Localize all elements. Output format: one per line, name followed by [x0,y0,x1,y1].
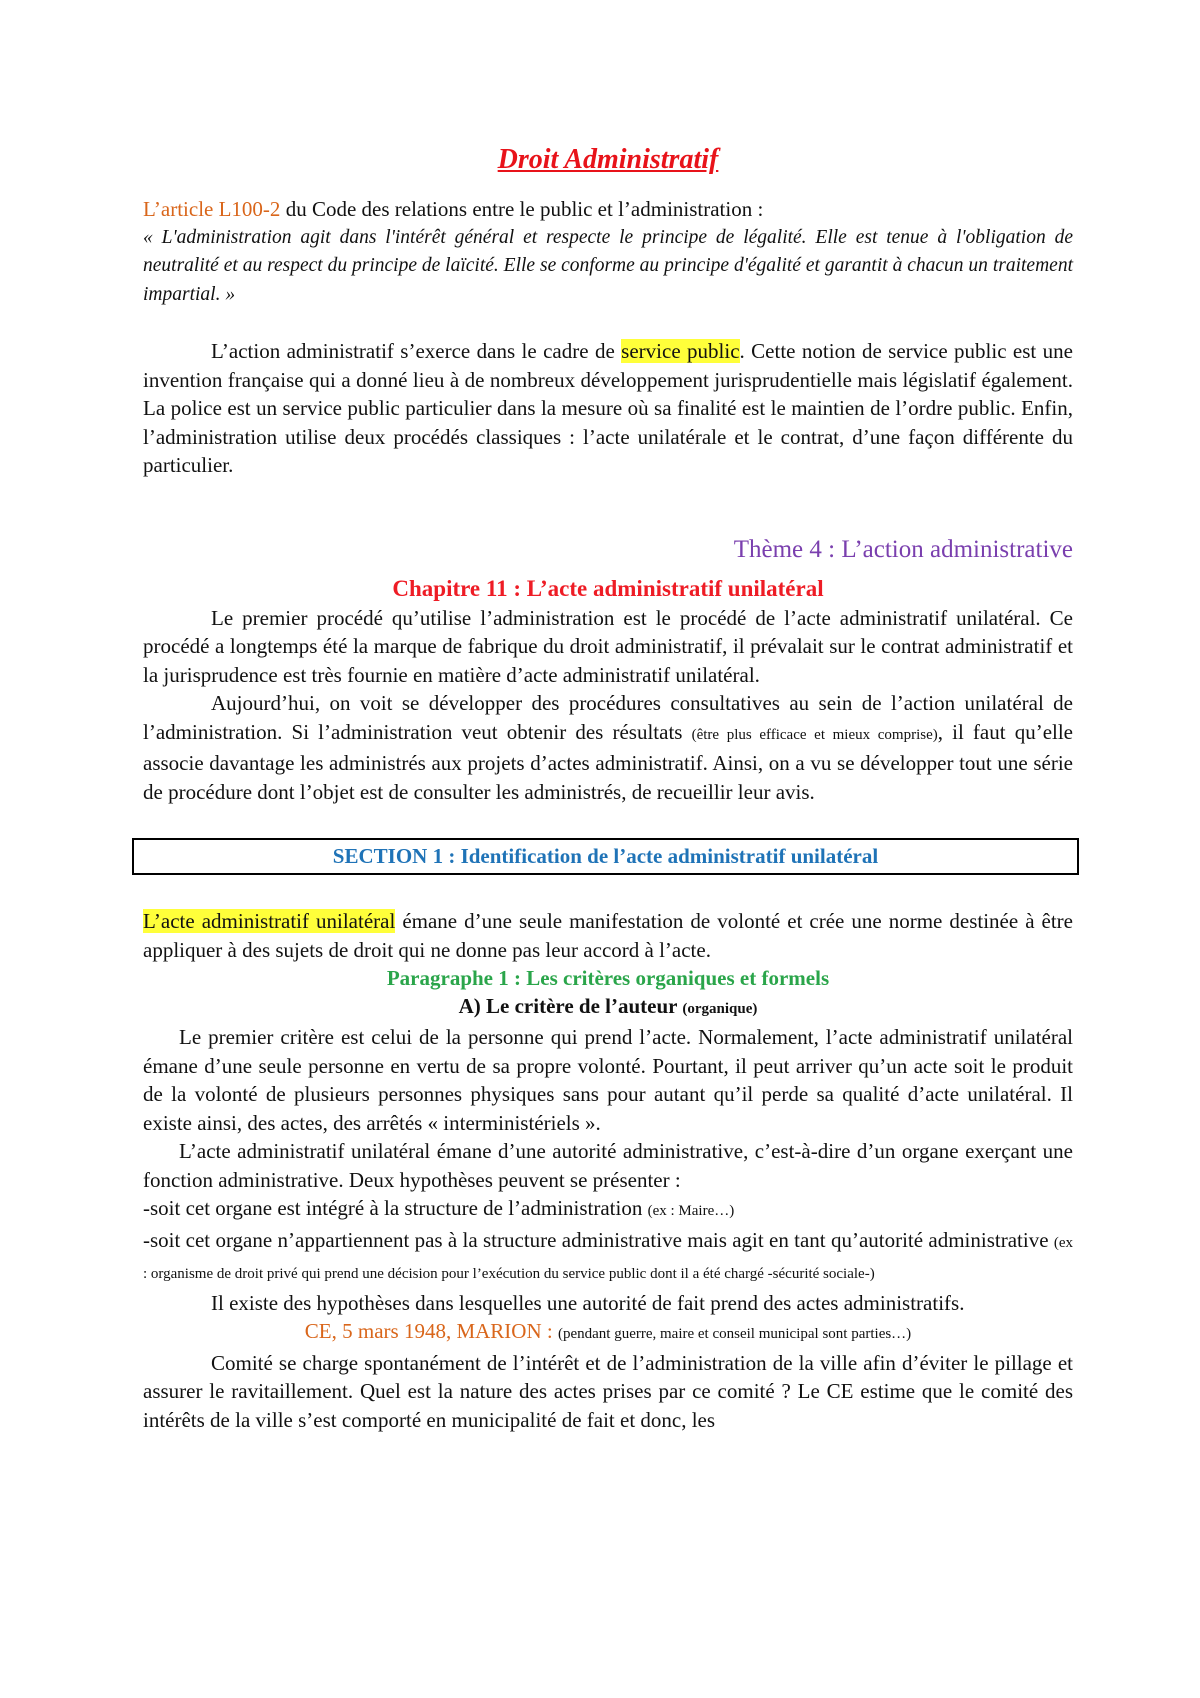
article-intro-text: du Code des relations entre le public et l’administration : [280,197,764,221]
paragraph-text: Aujourd’hui, on voit se développer des procédures consultatives au sein de l’action unilatéral de l’administration. Si l’administration veut obtenir des résultats [143,691,1073,744]
paragraph-premier-procede: Le premier procédé qu’utilise l’administration est le procédé de l’acte administratif unilatéral. Ce procédé a longtemps été la marque de fabrique du droit administratif, il prévalait sur le contrat administratif et la jurisprudence est très fournie en matière d’acte administratif unilatéral. [143,605,1073,687]
list-item [143,1194,1073,1226]
list-item-note: (ex : Maire…) [647,1203,735,1219]
subheading-note: (organique) [682,1001,758,1017]
theme-heading: Thème 4 : L’action administrative [733,535,1073,563]
paragraph-autorite-administrative: L’acte administratif unilatéral émane d’une autorité administrative, c’est-à-dire d’un organe exerçant une fonction administrative. Deux hypothèses peuvent se présenter : [143,1139,1073,1192]
case-note: (pendant guerre, maire et conseil municipal sont parties…) [557,1326,912,1342]
paragraph-text: émane d’une seule manifestation de volonté et crée une norme destinée à être appliquer à des sujets de droit qui ne donne pas leur accord à l’acte. [143,909,1073,962]
highlight-acte-unilateral: L’acte administratif unilatéral [143,909,396,933]
paragraph-premier-critere: Le premier critère est celui de la personne qui prend l’acte. Normalement, l’acte administratif unilatéral émane d’une seule personne en vertu de sa propre volonté. Pourtant, il peut arriver qu’un acte soit le produit de la volonté de plusieurs personnes physiques sans pour autant qu’il perde sa qualité d’acte unilatéral. Il existe ainsi, des actes, des arrêtés « interministériels ». [143,1025,1073,1135]
list-item [143,1226,1073,1289]
paragraph-service-public [143,337,1073,480]
paragraph-text: . Cette notion de service public est une invention française qui a donné lieu à de nombreux développement jurisprudentielle mais législatif également. La police est un service public particulier dans la mesure où sa finalité est le maintien de l’ordre public. Enfin, l’administration utilise deux procédés classiques : l’acte unilatérale et le contrat, d’une façon différente du particulier. [143,339,1073,477]
section-1-heading: SECTION 1 : Identification de l’acte administratif unilatéral [132,838,1079,875]
article-reference: L’article L100-2 [143,197,281,221]
subheading-a [143,992,1073,1023]
chapter-heading: Chapitre 11 : L’acte administratif unilatéral [392,575,824,601]
paragraph-autorite-de-fait: Il existe des hypothèses dans lesquelles une autorité de fait prend des actes administratifs. [211,1290,965,1315]
document-title: Droit Administratif [497,144,719,175]
paragraph-aujourdhui [143,689,1073,806]
list-item-text: -soit cet organe n’appartiennent pas à la structure administrative mais agit en tant qu’autorité administrative [143,1227,1054,1252]
list-item-text: -soit cet organe est intégré à la structure de l’administration [143,1196,648,1220]
article-intro [143,195,1073,224]
small-note: (être plus efficace et mieux comprise) [691,726,938,743]
paragraph-1-heading: Paragraphe 1 : Les critères organiques et formels [386,966,830,990]
article-quote: « L'administration agit dans l'intérêt général et respecte le principe de légalité. Elle est tenue à l'obligation de neutralité et au respect du principe de laïcité. Elle se conforme au principe d'égalité et garantit à chacun un traitement impartial. » [143,226,1073,305]
highlight-service-public: service public [621,339,740,363]
subheading-label: A) Le critère de l’auteur [458,994,683,1018]
paragraph-comite: Comité se charge spontanément de l’intérêt et de l’administration de la ville afin d’éviter le pillage et assurer le ravitaillement. Quel est la nature des actes prises par ce comité ? Le CE estime que le comité des intérêts de la ville s’est comporté en municipalité de fait et donc, les [143,1350,1073,1432]
document-page [143,130,1073,1434]
list-item-note: (ex : organisme de droit privé qui prend une décision pour l’exécution du service public dont il a été chargé -sécurité sociale-) [143,1234,1073,1282]
paragraph-text: , il faut qu’elle associe davantage les administrés aux projets d’actes administratif. Ainsi, on a vu se développer tout une série de procédure dont l’objet est de consulter les administrés, de recueillir leur avis. [143,719,1074,804]
paragraph-text: L’action administratif s’exerce dans le cadre de [211,339,622,363]
case-reference [143,1317,1073,1349]
case-name: CE, 5 mars 1948, MARION : [304,1319,558,1343]
paragraph-definition [143,907,1073,964]
